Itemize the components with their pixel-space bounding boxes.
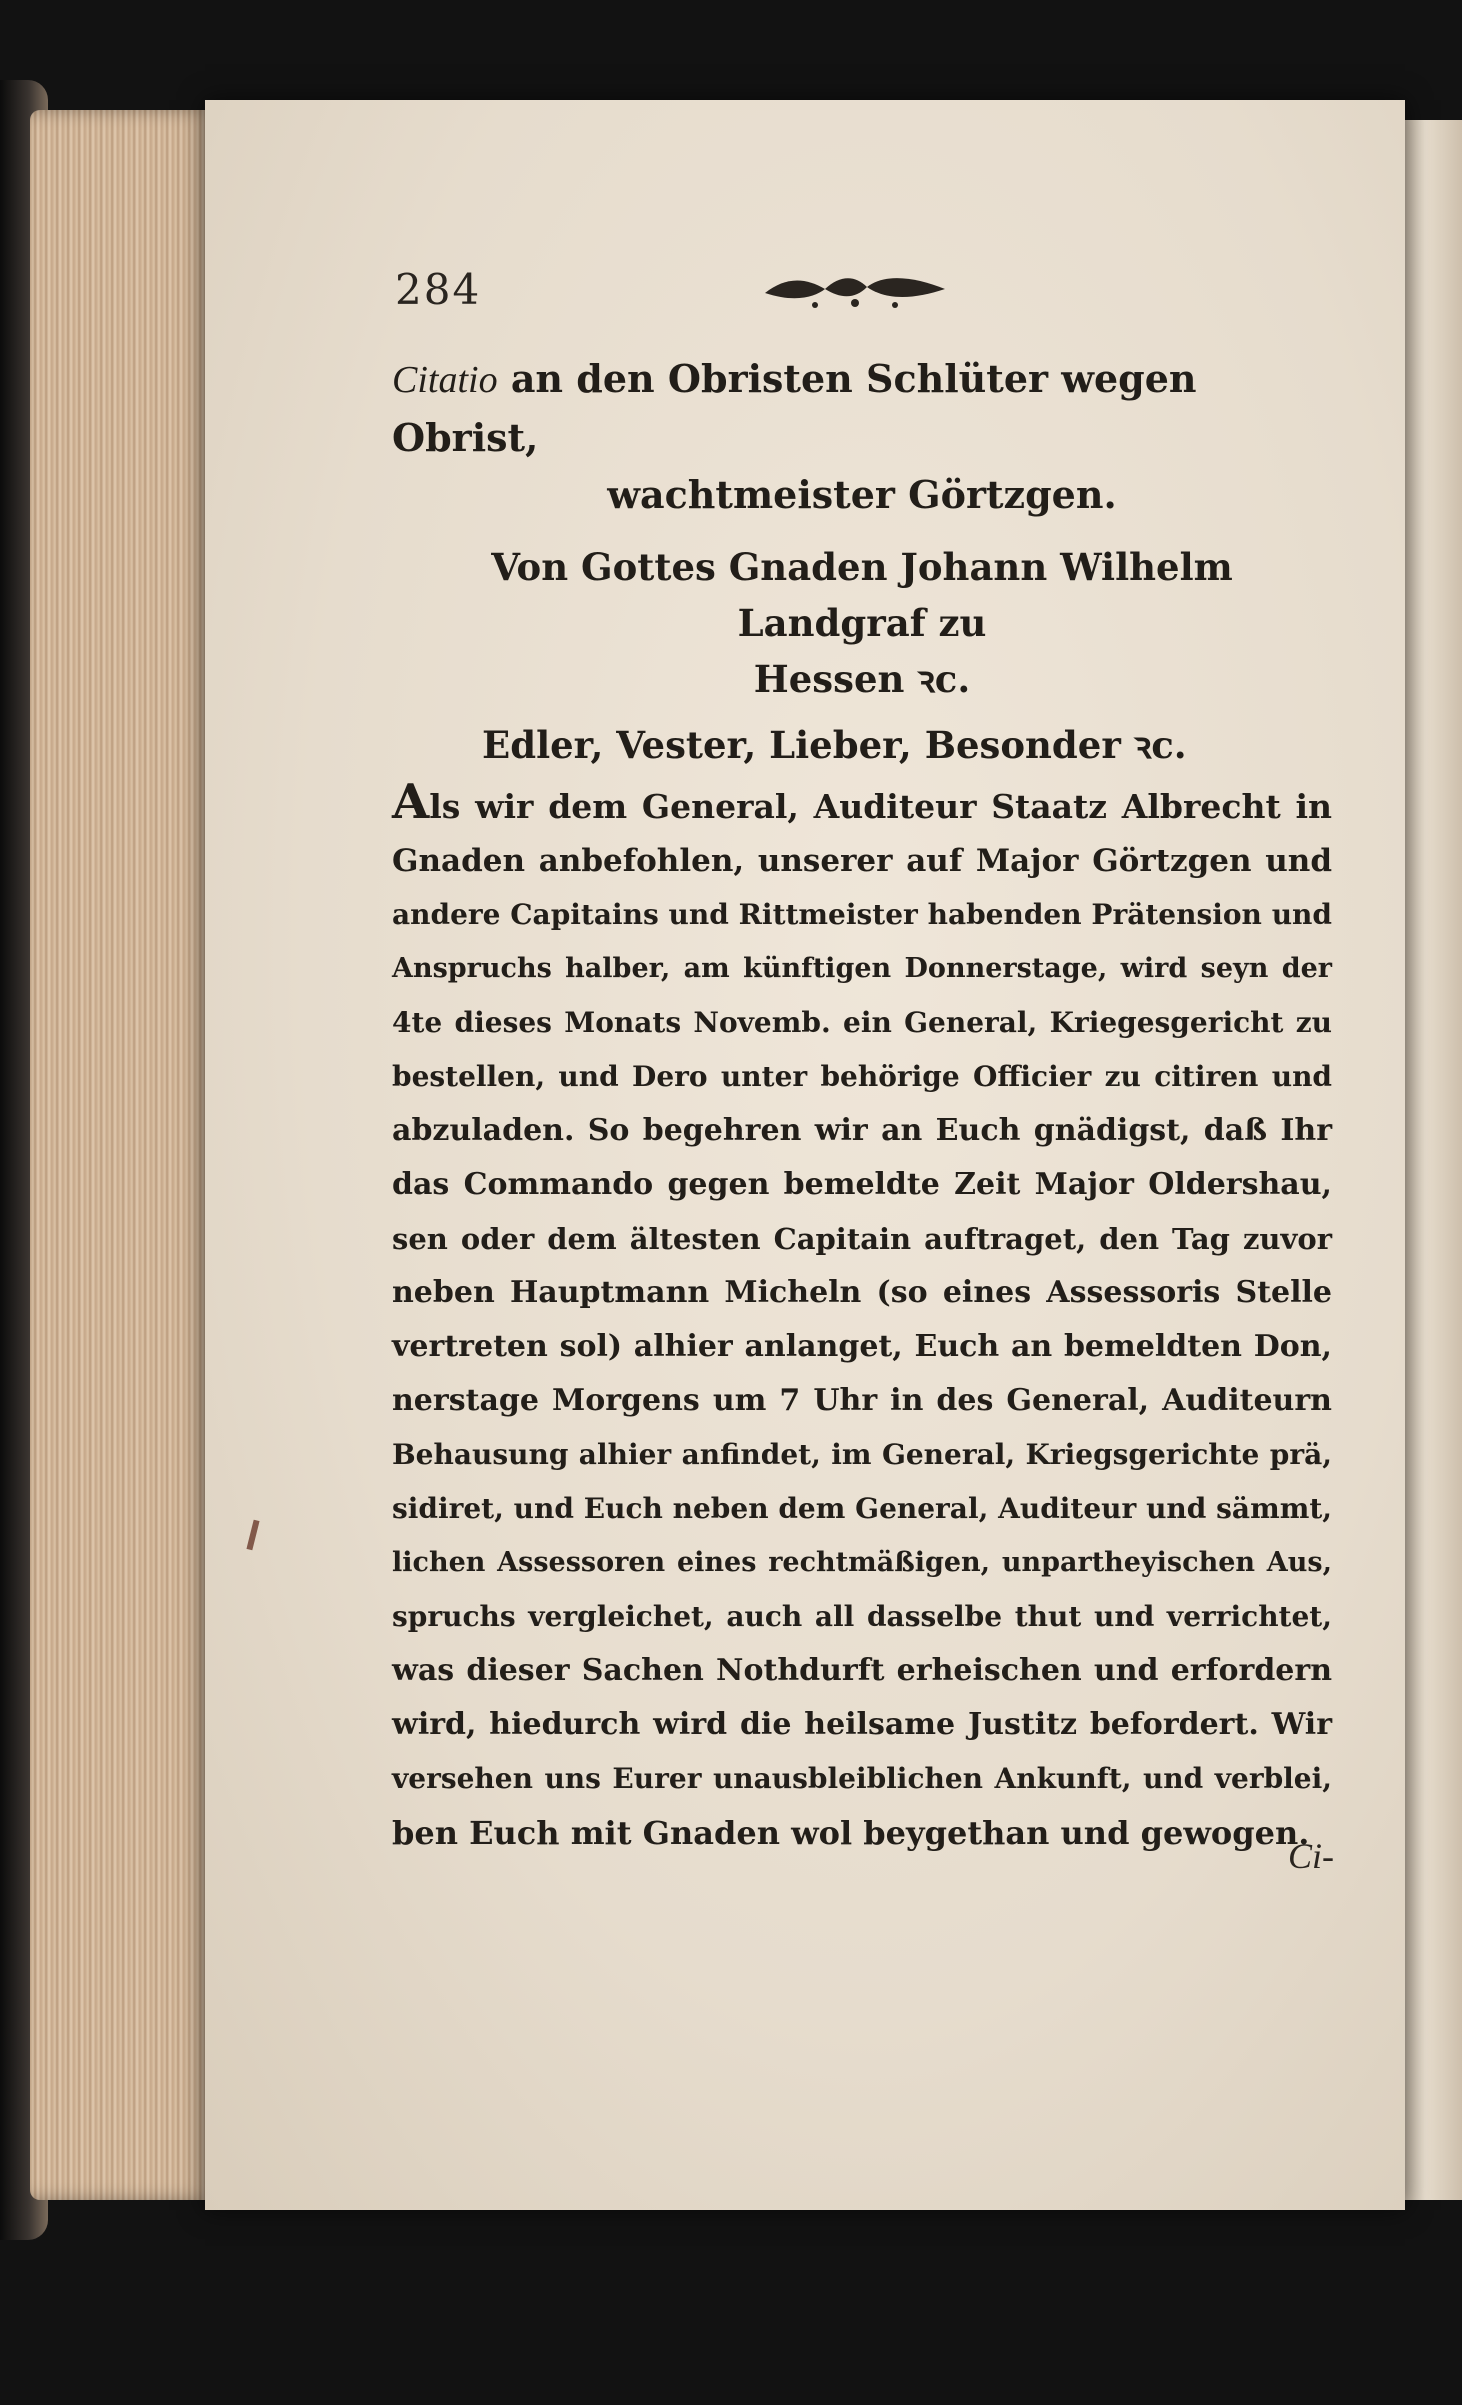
body-line: 4te dieses Monats Novemb. ein General, Kriegesgericht zu — [392, 1006, 1332, 1039]
body-line: Gnaden anbefohlen, unserer auf Major Görtzgen und — [392, 843, 1332, 879]
body-line: sen oder dem ältesten Capitain auftraget, den Tag zuvor — [392, 1222, 1332, 1256]
salutation-line-1: Von Gottes Gnaden Johann Wilhelm Landgraf zu — [491, 545, 1233, 645]
headpiece-ornament-icon — [755, 269, 955, 313]
heading-line-2: wachtmeister Görtzgen. — [607, 472, 1117, 517]
page-text — [392, 350, 1332, 1860]
body-line: wird, hiedurch wird die heilsame Justitz befordert. Wir — [392, 1707, 1332, 1742]
body-line: Als wir dem General, Auditeur Staatz Albrecht in — [392, 774, 1332, 830]
body-line: versehen uns Eurer unausbleiblichen Ankunft, und verblei, — [392, 1762, 1332, 1795]
body-line: bestellen, und Dero unter behörige Officier zu citiren und — [392, 1060, 1332, 1093]
salutation-line-2: Hessen ꝛc. — [753, 657, 971, 701]
body-line: Behausung alhier anfindet, im General, Kriegsgerichte prä, — [392, 1438, 1332, 1471]
body-line: was dieser Sachen Nothdurft erheischen und erfordern — [392, 1653, 1332, 1688]
catchword: Ci- — [1288, 1836, 1335, 1876]
body-line: ben Euch mit Gnaden wol beygethan und gewogen. — [392, 1814, 1310, 1852]
body-line: andere Capitains und Rittmeister habenden Prätension und — [392, 898, 1332, 931]
body-line: spruchs vergleichet, auch all dasselbe thut und verrichtet, — [392, 1600, 1332, 1633]
body-line: abzuladen. So begehren wir an Euch gnädigst, daß Ihr — [392, 1113, 1332, 1148]
page-header — [395, 265, 955, 325]
body-line: sidiret, und Euch neben dem General, Auditeur und sämmt, — [392, 1492, 1332, 1525]
heading-latin-word: Citatio — [392, 359, 498, 401]
body-line: vertreten sol) alhier anlanget, Euch an bemeldten Don, — [392, 1329, 1332, 1364]
next-leaf-edge — [1400, 120, 1462, 2200]
body-line: Anspruchs halber, am künftigen Donnerstage, wird seyn der — [392, 953, 1332, 984]
body-line: nerstage Morgens um 7 Uhr in des General, Auditeurn — [392, 1383, 1332, 1418]
heading-text: an den Obristen Schlüter wegen Obrist, — [392, 356, 1197, 460]
stacked-page-edges — [30, 110, 220, 2200]
body-line: neben Hauptmann Micheln (so eines Assessoris Stelle — [392, 1275, 1332, 1310]
initial-letter: A — [392, 774, 430, 830]
body-line: lichen Assessoren eines rechtmäßigen, unpartheyischen Aus, — [392, 1547, 1332, 1578]
body-line: das Commando gegen bemeldte Zeit Major Oldershau, — [392, 1167, 1332, 1202]
address-line: Edler, Vester, Lieber, Besonder ꝛc. — [482, 723, 1187, 767]
letter-body — [392, 775, 1332, 1860]
letter-heading — [392, 350, 1332, 466]
page-number: 284 — [395, 265, 482, 314]
